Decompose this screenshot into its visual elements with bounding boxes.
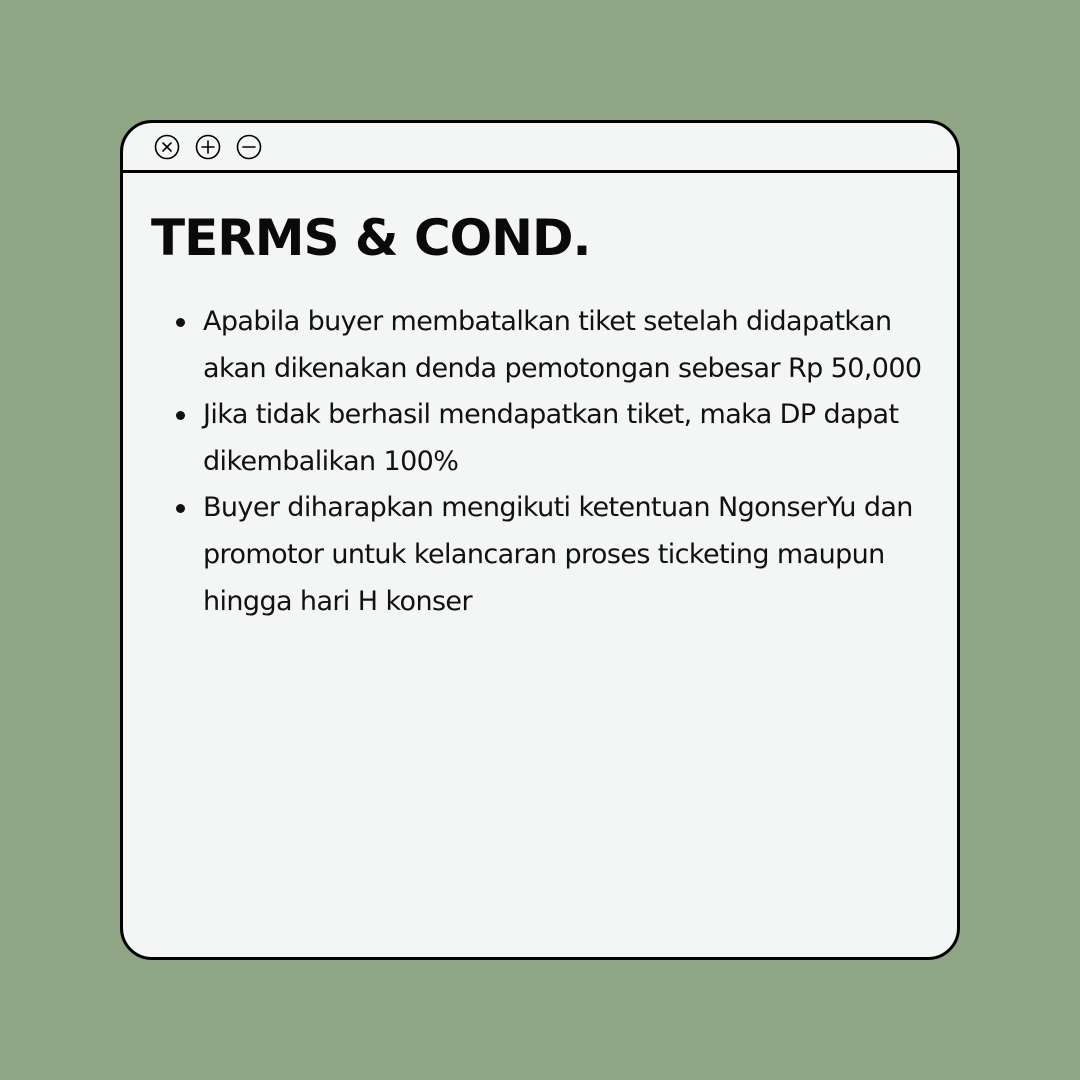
bullet-icon [176, 504, 185, 513]
bullet-icon [176, 411, 185, 420]
plus-icon[interactable] [195, 134, 221, 160]
term-item [203, 392, 943, 485]
terms-window [120, 120, 960, 960]
term-text: Apabila buyer membatalkan tiket setelah didapatkan akan dikenakan denda pemotongan sebesar Rp 50,000 [203, 306, 922, 384]
term-text: Buyer diharapkan mengikuti ketentuan NgonserYu dan promotor untuk kelancaran proses ticketing maupun hingga hari H konser [203, 492, 913, 617]
term-item [203, 485, 943, 625]
term-text: Jika tidak berhasil mendapatkan tiket, maka DP dapat dikembalikan 100% [203, 399, 899, 477]
bullet-icon [176, 318, 185, 327]
close-icon[interactable] [154, 134, 180, 160]
window-titlebar [123, 123, 957, 173]
page-title: TERMS & COND. [151, 209, 591, 267]
minus-icon[interactable] [236, 134, 262, 160]
terms-list [203, 299, 943, 625]
term-item [203, 299, 943, 392]
